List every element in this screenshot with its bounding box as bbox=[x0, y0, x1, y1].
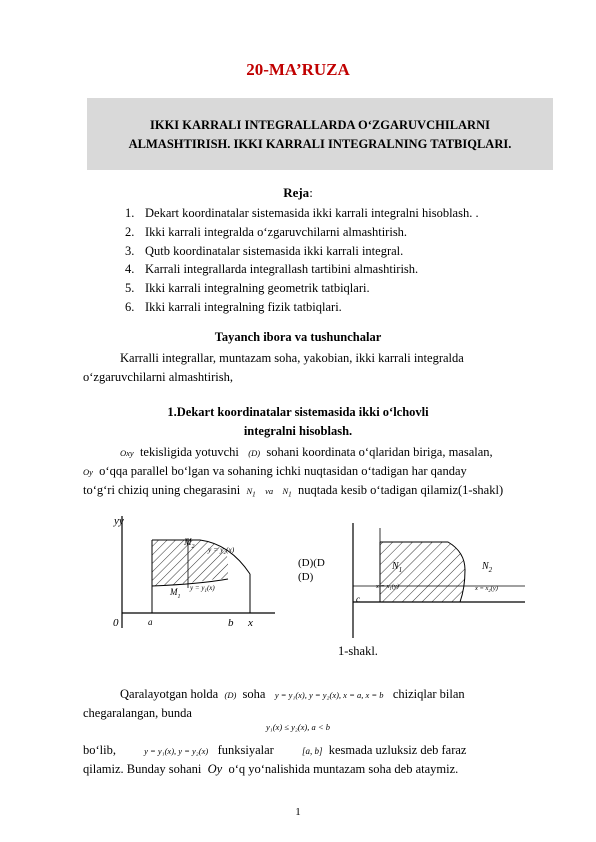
p1-text: sohani koordinata o‘qlaridan biriga, masalan, bbox=[266, 445, 493, 459]
plan-heading-colon: : bbox=[309, 185, 313, 200]
p1-text: nuqtada kesib o‘tadigan qilamiz(1-shakl) bbox=[297, 483, 504, 497]
plan-item-number: 6. bbox=[125, 299, 135, 314]
n1-point-label: $N_1$ bbox=[392, 561, 403, 574]
right-graph bbox=[353, 523, 525, 638]
section-heading-line-2: integralni hisoblash. bbox=[243, 424, 353, 438]
a-label: a bbox=[148, 617, 153, 627]
upper-curve-label: $y = y_2(x)$ bbox=[208, 545, 235, 556]
domain-d-formula: (D) bbox=[248, 448, 261, 458]
p2-text: qilamiz. Bunday sohani bbox=[83, 762, 202, 776]
plan-item bbox=[125, 279, 479, 298]
right-region-hatched bbox=[380, 542, 465, 602]
n2-formula: $N_1$ bbox=[282, 486, 292, 499]
keywords-heading: Tayanch ibora va tushunchalar bbox=[214, 330, 382, 344]
p2-text: kesmada uzluksiz deb faraz bbox=[328, 743, 467, 757]
p1-text: tekisligida yotuvchi bbox=[139, 445, 239, 459]
plan-heading bbox=[0, 185, 596, 201]
fig-mid-label-1: (D)(D bbox=[298, 557, 325, 569]
banner-title bbox=[87, 116, 553, 154]
p2-text: bo‘lib, bbox=[83, 743, 116, 757]
paragraph-1-line-2 bbox=[83, 462, 467, 482]
plan-item bbox=[125, 260, 479, 279]
plan-list bbox=[125, 204, 479, 317]
plan-item-number: 3. bbox=[125, 243, 135, 258]
va-word: va bbox=[265, 486, 274, 496]
m1-label: $M_1$ bbox=[170, 587, 181, 600]
plan-item-number: 2. bbox=[125, 224, 135, 239]
p1-text: to‘g‘ri chiziq uning chegarasini bbox=[83, 483, 241, 497]
functions-formula: y = y₁(x), y = y₂(x) bbox=[144, 746, 209, 756]
paragraph-1-line-3 bbox=[83, 481, 503, 505]
figure-1 bbox=[80, 508, 540, 658]
plan-heading-label: Reja bbox=[283, 185, 310, 200]
plan-item-number: 1. bbox=[125, 206, 135, 220]
plan-item bbox=[125, 242, 479, 261]
lower-curve-label: $y = y_1(x)$ bbox=[190, 584, 215, 594]
page-number: 1 bbox=[295, 806, 301, 818]
plan-item bbox=[125, 298, 479, 317]
m2-label: $M_2$ bbox=[184, 537, 195, 550]
plan-item-text: Ikki karrali integralda o‘zgaruvchilarni almashtirish. bbox=[145, 224, 408, 239]
n2-point-label: $N_2$ bbox=[482, 561, 493, 574]
p1-text: o‘qqa parallel bo‘lgan va sohaning ichki nuqtasidan o‘tadigan har qanday bbox=[99, 464, 467, 478]
domain-d-formula: (D) bbox=[224, 690, 237, 700]
paragraph-2-line-3 bbox=[83, 741, 466, 761]
plan-item-text: Dekart koordinatalar sistemasida ikki karrali integralni hisoblash. . bbox=[145, 206, 479, 220]
inequality-formula: y₁(x) ≤ y₂(x), a < b bbox=[266, 722, 330, 732]
paragraph-1-line-1 bbox=[120, 443, 493, 463]
keywords-line-1: Karralli integrallar, muntazam soha, yakobian, ikki karrali integralda bbox=[120, 351, 464, 365]
plan-item-text: Ikki karrali integralning fizik tatbiqlari. bbox=[145, 299, 342, 314]
x-label: x bbox=[248, 617, 253, 629]
section-heading-line-1: 1.Dekart koordinatalar sistemasida ikki o‘lchovli bbox=[167, 405, 429, 419]
fig-mid-label-2: (D) bbox=[298, 571, 314, 583]
p2-text: Qaralayotgan holda bbox=[120, 687, 219, 701]
banner-line-1: IKKI KARRALI INTEGRALLARDA O‘ZGARUVCHILARNI bbox=[150, 118, 490, 132]
origin-label: 0 bbox=[113, 617, 119, 629]
plan-item-text: Karrali integrallarda integrallash tartibini almashtirish. bbox=[145, 262, 419, 277]
plan-item-number: 4. bbox=[125, 262, 135, 277]
keywords-line-2: o‘zgaruvchilarni almashtirish, bbox=[83, 370, 233, 384]
plan-item-text: Ikki karrali integralning geometrik tatbiqlari. bbox=[145, 281, 370, 296]
paragraph-2-line-1 bbox=[120, 685, 465, 705]
plan-item-text: Qutb koordinatalar sistemasida ikki karrali integral. bbox=[145, 243, 404, 258]
p2-text: o‘q yo‘nalishida muntazam soha deb ataymiz. bbox=[228, 762, 459, 776]
p2-text: chiziqlar bilan bbox=[392, 687, 465, 701]
paragraph-2-line-2: chegaralangan, bunda bbox=[83, 706, 192, 720]
c-label: c bbox=[356, 594, 360, 604]
left-graph bbox=[113, 515, 275, 629]
left-curve-label: $x = x_1(y)$ bbox=[376, 583, 399, 591]
plan-item bbox=[125, 223, 479, 242]
figure-caption: 1-shakl. bbox=[338, 644, 378, 658]
oxy-formula: Oxy bbox=[120, 448, 134, 458]
p2-text: soha bbox=[242, 687, 266, 701]
right-curve-label: $x = x_2(y)$ bbox=[475, 585, 498, 593]
p2-text: funksiyalar bbox=[217, 743, 274, 757]
n1-formula: $N_1$ bbox=[246, 486, 256, 499]
paragraph-2-line-4 bbox=[83, 760, 458, 779]
plan-item bbox=[125, 204, 479, 223]
oy-formula: Oy bbox=[207, 762, 223, 776]
plan-item-number: 5. bbox=[125, 281, 135, 296]
fig-left-yy-label: yy bbox=[114, 515, 124, 527]
oy-formula: Oy bbox=[83, 467, 93, 477]
boundary-formula: y = y₁(x), y = y₂(x), x = a, x = b bbox=[274, 690, 384, 700]
banner-line-2: ALMASHTIRISH. IKKI KARRALI INTEGRALNING TATBIQLARI. bbox=[128, 137, 512, 151]
interval-formula: [a, b] bbox=[301, 746, 323, 756]
b-label: b bbox=[228, 617, 234, 629]
lecture-title: 20-MA’RUZA bbox=[246, 60, 350, 79]
